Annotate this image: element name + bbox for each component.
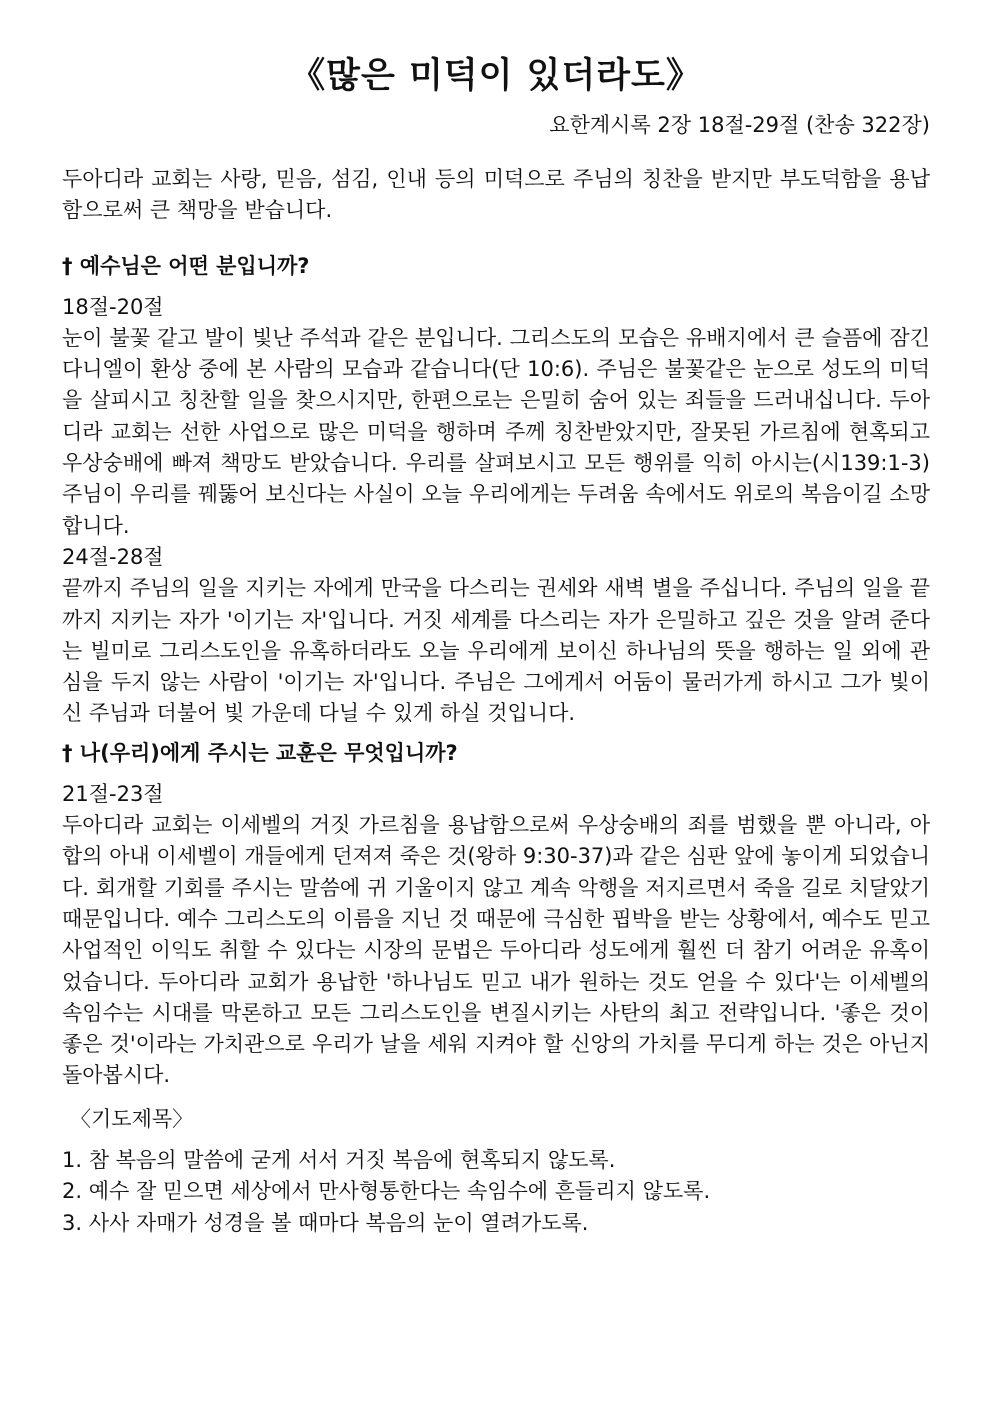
- section-lesson: [62, 738, 930, 1092]
- document-page: [62, 52, 930, 1239]
- section-who-is-jesus: [62, 251, 930, 730]
- section-paragraph: 눈이 불꽃 같고 발이 빛난 주석과 같은 분입니다. 그리스도의 모습은 유배지에서 큰 슬픔에 잠긴 다니엘이 환상 중에 본 사람의 모습과 같습니다(단 10:6). 주님은 불꽃같은 눈으로 성도의 미덕을 살피시고 칭찬할 일을 찾으시지만, 한편으로는 은밀히 숨어 있는 죄들을 드러내십니다. 두아디라 교회는 선한 사업으로 많은 미덕을 행하며 주께 칭찬받았지만, 잘못된 가르침에 현혹되고 우상숭배에 빠져 책망도 받았습니다. 우리를 살펴보시고 모든 행위를 익히 아시는(시139:1-3) 주님이 우리를 꿰뚫어 보신다는 사실이 오늘 우리에게는 두려움 속에서도 위로의 복음이길 소망합니다.: [62, 325, 930, 538]
- scripture-reference: 요한계시록 2장 18절-29절 (찬송 322장): [549, 113, 930, 137]
- section-heading: † 나(우리)에게 주시는 교훈은 무엇입니까?: [62, 740, 458, 765]
- verse-range: 24절-28절: [62, 544, 164, 569]
- prayer-item: 3. 사사 자매가 성경을 볼 때마다 복음의 눈이 열려가도록.: [62, 1210, 589, 1235]
- page-title: 《많은 미덕이 있더라도》: [290, 56, 702, 96]
- verse-range: 21절-23절: [62, 781, 164, 806]
- prayer-list: [62, 1104, 930, 1240]
- section-heading: † 예수님은 어떤 분입니까?: [62, 253, 310, 278]
- prayer-item: 2. 예수 잘 믿으면 세상에서 만사형통한다는 속임수에 흔들리지 않도록.: [62, 1179, 711, 1204]
- section-paragraph: 끝까지 주님의 일을 지키는 자에게 만국을 다스리는 권세와 새벽 별을 주십니다. 주님의 일을 끝까지 지키는 자가 '이기는 자'입니다. 거짓 세계를 다스리는 자가 은밀하고 깊은 것을 알려 준다는 빌미로 그리스도인을 유혹하더라도 오늘 우리에게 보이신 하나님의 뜻을 행하는 일 외에 관심을 두지 않는 사람이 '이기는 자'입니다. 주님은 그에게서 어둠이 물러가게 하시고 그가 빛이신 주님과 더불어 빛 가운데 다닐 수 있게 하실 것입니다.: [62, 576, 930, 726]
- verse-range: 18절-20절: [62, 294, 164, 319]
- intro-paragraph: 두아디라 교회는 사랑, 믿음, 섬김, 인내 등의 미덕으로 주님의 칭찬을 받지만 부도덕함을 용납함으로써 큰 책망을 받습니다.: [62, 167, 930, 223]
- prayer-title: 〈기도제목〉: [70, 1106, 194, 1131]
- section-paragraph: 두아디라 교회는 이세벨의 거짓 가르침을 용납함으로써 우상숭배의 죄를 범했을 뿐 아니라, 아합의 아내 이세벨이 개들에게 던져져 죽은 것(왕하 9:30-37)과 같은 심판 앞에 놓이게 되었습니다. 회개할 기회를 주시는 말씀에 귀 기울이지 않고 계속 악행을 저지르면서 죽을 길로 치달았기 때문입니다. 예수 그리스도의 이름을 지닌 것 때문에 극심한 핍박을 받는 상황에서, 예수도 믿고 사업적인 이익도 취할 수 있다는 시장의 문법은 두아디라 성도에게 훨씬 더 참기 어려운 유혹이었습니다. 두아디라 교회가 용납한 '하나님도 믿고 내가 원하는 것도 얻을 수 있다'는 이세벨의 속임수는 시대를 막론하고 모든 그리스도인을 변질시키는 사탄의 최고 전략입니다. '좋은 것이 좋은 것'이라는 가치관으로 우리가 날을 세워 지켜야 할 신앙의 가치를 무디게 하는 것은 아닌지 돌아봅시다.: [62, 813, 930, 1088]
- prayer-item: 1. 참 복음의 말씀에 굳게 서서 거짓 복음에 현혹되지 않도록.: [62, 1147, 616, 1172]
